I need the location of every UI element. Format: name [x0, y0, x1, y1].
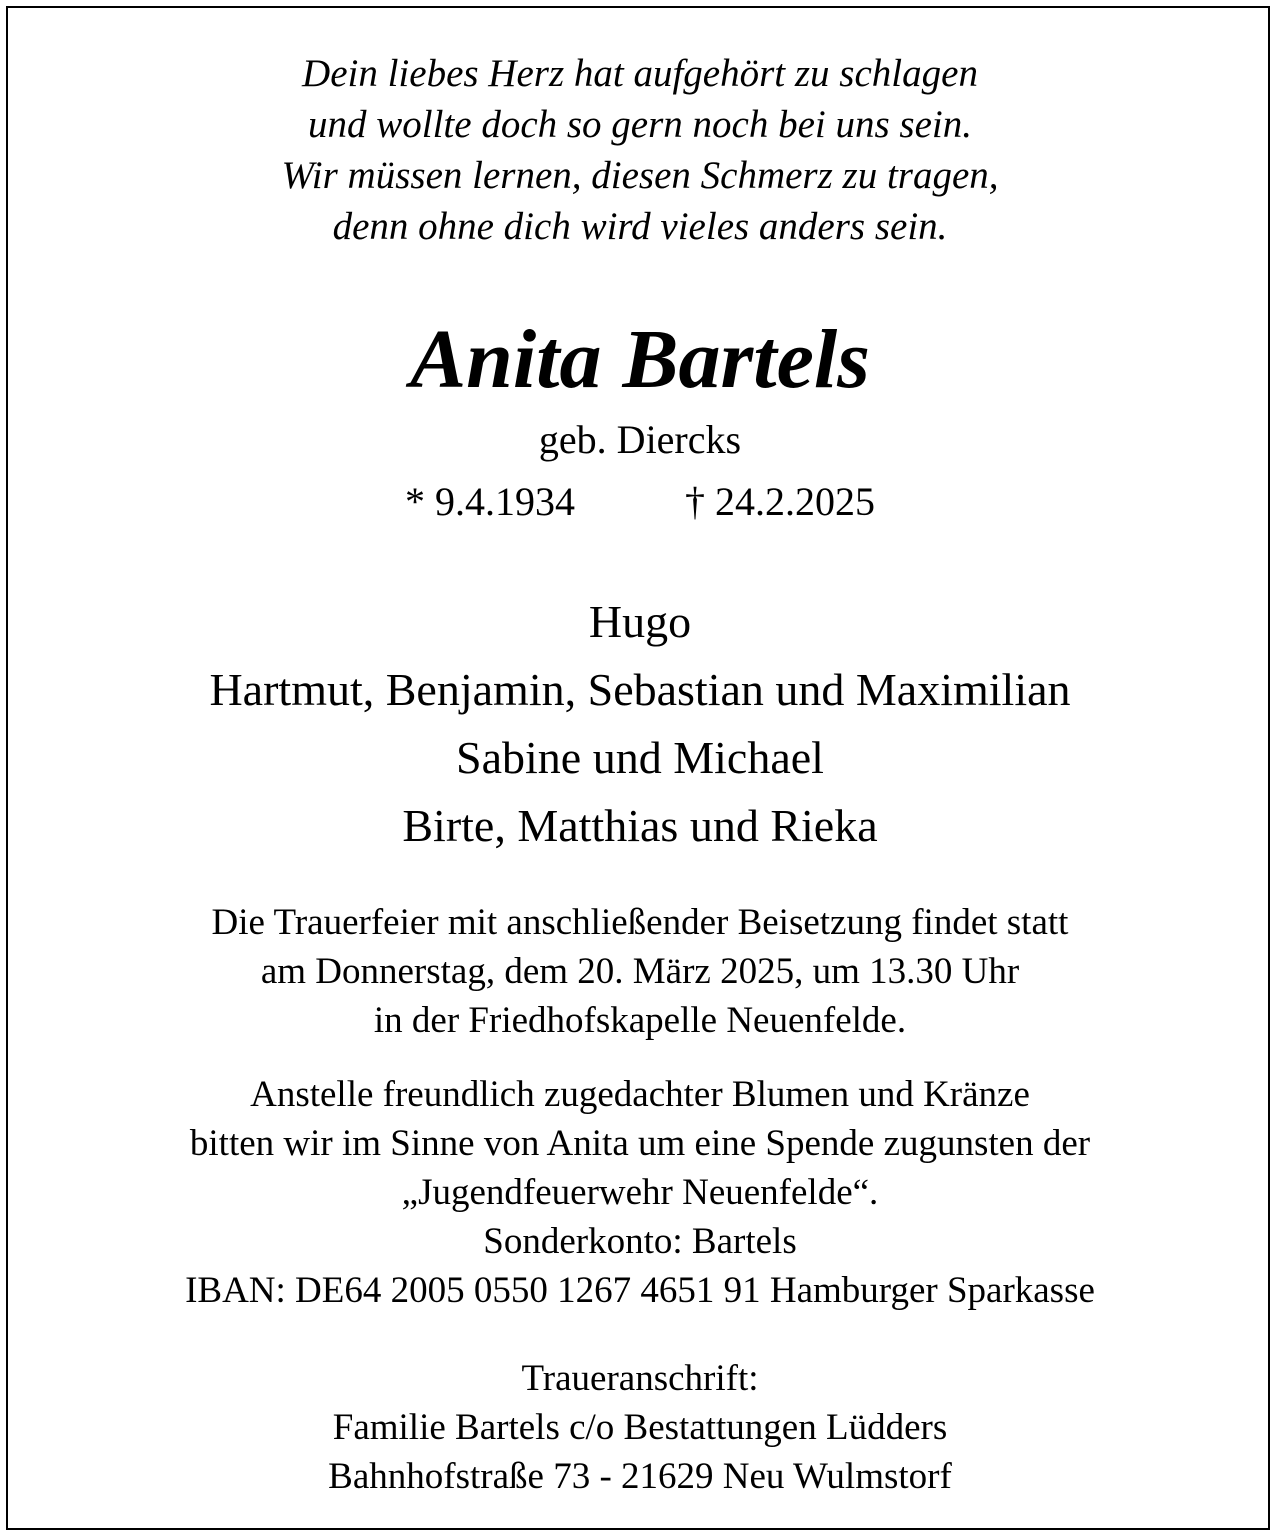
memorial-poem	[8, 48, 1272, 252]
ceremony-line: Die Trauerfeier mit anschließender Beisetzung findet statt	[211, 902, 1069, 943]
ceremony-line: am Donnerstag, dem 20. März 2025, um 13.30 Uhr	[260, 951, 1020, 992]
donation-line: Anstelle freundlich zugedachter Blumen und Kränze	[250, 1074, 1030, 1115]
donation-notice	[8, 1070, 1272, 1315]
deceased-name: Anita Bartels	[410, 313, 870, 406]
poem-line: und wollte doch so gern noch bei uns sein.	[307, 103, 972, 146]
poem-line: denn ohne dich wird vieles anders sein.	[332, 205, 948, 248]
poem-line: Wir müssen lernen, diesen Schmerz zu tragen,	[281, 154, 999, 197]
mourner-line: Birte, Matthias und Rieka	[402, 800, 878, 851]
donation-account: Sonderkonto: Bartels	[483, 1221, 797, 1262]
ceremony-notice	[8, 898, 1272, 1045]
mourning-address	[8, 1354, 1272, 1501]
obituary-frame	[6, 6, 1270, 1530]
donation-line: „Jugendfeuerwehr Neuenfelde“.	[401, 1172, 879, 1213]
ceremony-line: in der Friedhofskapelle Neuenfelde.	[373, 1000, 907, 1041]
poem-line: Dein liebes Herz hat aufgehört zu schlagen	[302, 52, 978, 95]
life-dates	[8, 476, 1272, 528]
address-heading: Traueranschrift:	[521, 1358, 759, 1399]
mourner-line: Sabine und Michael	[456, 732, 824, 783]
mourner-line: Hartmut, Benjamin, Sebastian und Maximilian	[209, 664, 1071, 715]
mourners-list	[8, 588, 1272, 860]
donation-iban: IBAN: DE64 2005 0550 1267 4651 91 Hamburger Sparkasse	[185, 1270, 1095, 1311]
address-line: Bahnhofstraße 73 - 21629 Neu Wulmstorf	[328, 1456, 952, 1497]
maiden-name: geb. Diercks	[538, 417, 742, 462]
death-date: † 24.2.2025	[685, 479, 875, 524]
birth-date: * 9.4.1934	[405, 479, 575, 524]
donation-line: bitten wir im Sinne von Anita um eine Spende zugunsten der	[189, 1123, 1091, 1164]
address-line: Familie Bartels c/o Bestattungen Lüdders	[332, 1407, 948, 1448]
mourner-line: Hugo	[588, 596, 692, 647]
